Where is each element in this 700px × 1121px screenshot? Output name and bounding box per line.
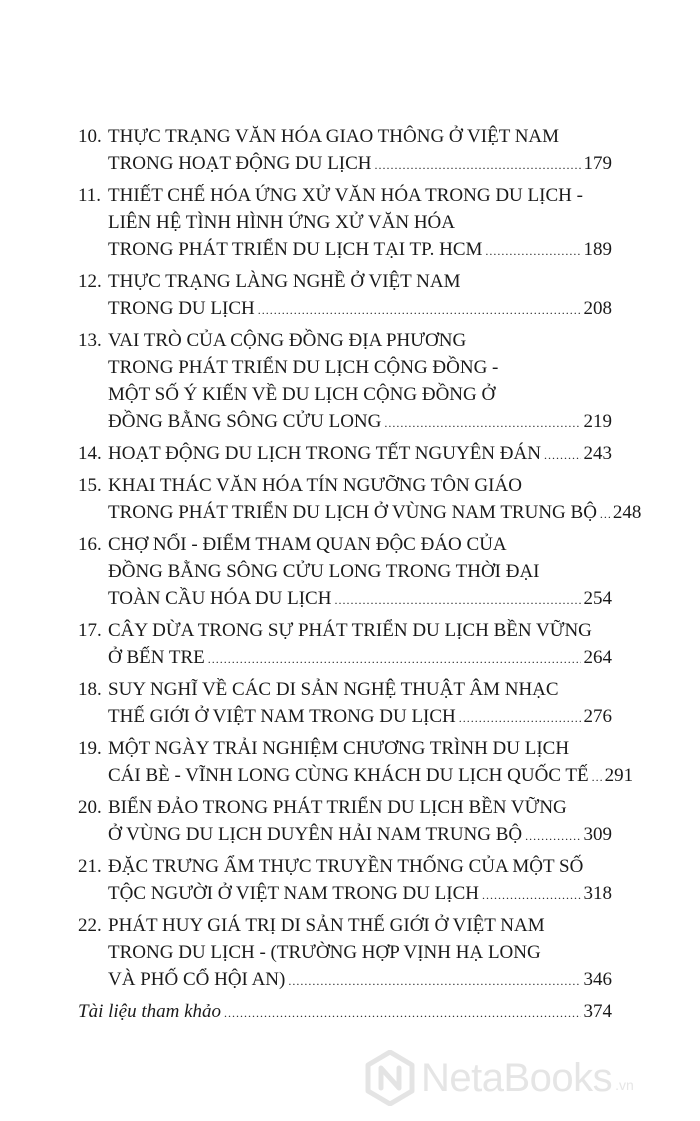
entry-title [108, 123, 612, 179]
entry-number: 18. [78, 679, 102, 700]
entry-title-line: TRONG PHÁT TRIỂN DU LỊCH Ở VÙNG NAM TRUNG BỘ [108, 502, 597, 523]
page-number: 318 [583, 883, 612, 904]
entry-title-line: SUY NGHĨ VỀ CÁC DI SẢN NGHỆ THUẬT ÂM NHẠC [108, 679, 559, 700]
dot-leader [525, 823, 580, 850]
entry-title-line: THIẾT CHẾ HÓA ỨNG XỬ VĂN HÓA TRONG DU LỊCH - [108, 185, 583, 206]
entry-last-line [108, 821, 612, 850]
entry-number: 20. [78, 797, 102, 818]
entry-number: 14. [78, 443, 102, 464]
entry-title [108, 268, 612, 324]
entry-title-line: TRONG PHÁT TRIỂN DU LỊCH TẠI TP. HCM [108, 239, 483, 260]
toc-entry [78, 794, 612, 850]
dot-leader [334, 587, 580, 614]
entry-title-line: TỘC NGƯỜI Ở VIỆT NAM TRONG DU LỊCH [108, 883, 479, 904]
page-number: 346 [583, 969, 612, 990]
entry-title-line: TRONG HOẠT ĐỘNG DU LỊCH [108, 153, 372, 174]
page-number: 219 [583, 411, 612, 432]
entry-title [108, 472, 642, 528]
watermark [365, 1038, 634, 1118]
page-number: 254 [583, 588, 612, 609]
entry-number: 17. [78, 620, 102, 641]
entry-title-line: HOẠT ĐỘNG DU LỊCH TRONG TẾT NGUYÊN ĐÁN [108, 443, 541, 464]
dot-leader [384, 410, 580, 437]
dot-leader [224, 1000, 580, 1027]
dot-leader [459, 705, 581, 732]
entry-last-line [108, 966, 612, 995]
entry-title-line: CÁI BÈ - VĨNH LONG CÙNG KHÁCH DU LỊCH QUỐC TẾ [108, 765, 589, 786]
page-number: 248 [612, 502, 642, 523]
entry-title [108, 912, 612, 995]
entry-title [108, 182, 612, 265]
netabooks-logo-icon [365, 1050, 415, 1106]
entry-number: 10. [78, 126, 102, 147]
page-number: 243 [583, 443, 612, 464]
toc-entry [78, 327, 612, 437]
dot-leader [288, 968, 580, 995]
entry-last-line [108, 880, 612, 909]
entry-title-line: MỘT SỐ Ý KIẾN VỀ DU LỊCH CỘNG ĐỒNG Ở [108, 384, 496, 405]
toc-entry [78, 268, 612, 324]
page-number: 264 [583, 647, 612, 668]
entry-title-line: THỰC TRẠNG LÀNG NGHỀ Ở VIỆT NAM [108, 271, 461, 292]
watermark-suffix: .vn [615, 1077, 634, 1093]
entry-last-line [108, 295, 612, 324]
toc-entry [78, 735, 634, 791]
entry-title-line: THỰC TRẠNG VĂN HÓA GIAO THÔNG Ở VIỆT NAM [108, 126, 560, 147]
entry-title-line: MỘT NGÀY TRẢI NGHIỆM CHƯƠNG TRÌNH DU LỊCH [108, 738, 570, 759]
entry-title-line: KHAI THÁC VĂN HÓA TÍN NGƯỠNG TÔN GIÁO [108, 475, 522, 496]
references-entry [78, 998, 612, 1027]
toc-entry [78, 123, 612, 179]
entry-last-line [108, 644, 612, 673]
entry-number: 15. [78, 475, 102, 496]
entry-last-line [108, 762, 634, 791]
watermark-brand: NetaBooks [421, 1055, 613, 1100]
entry-title [108, 617, 612, 673]
dot-leader [592, 764, 602, 791]
entry-last-line [108, 408, 612, 437]
dot-leader [544, 442, 581, 469]
entry-title-line: Ở BẾN TRE [108, 647, 205, 668]
entry-title [108, 531, 612, 614]
entry-title-line: VAI TRÒ CỦA CỘNG ĐỒNG ĐỊA PHƯƠNG [108, 330, 467, 351]
page-number: 189 [583, 239, 612, 260]
entry-title [108, 327, 612, 437]
entry-title-line: TRONG PHÁT TRIỂN DU LỊCH CỘNG ĐỒNG - [108, 357, 499, 378]
page-number: 291 [604, 765, 634, 786]
entry-title-line: TOÀN CẦU HÓA DU LỊCH [108, 588, 332, 609]
entry-last-line [108, 440, 612, 469]
entry-last-line [108, 499, 642, 528]
page-number: 208 [583, 298, 612, 319]
entry-title-line: LIÊN HỆ TÌNH HÌNH ỨNG XỬ VĂN HÓA [108, 212, 455, 233]
toc-entry [78, 617, 612, 673]
entry-title [108, 853, 612, 909]
entry-title-line: PHÁT HUY GIÁ TRỊ DI SẢN THẾ GIỚI Ở VIỆT NAM [108, 915, 545, 936]
entry-number: 19. [78, 738, 102, 759]
page-number: 179 [583, 153, 612, 174]
toc-entry [78, 440, 612, 469]
references-label: Tài liệu tham khảo [78, 1001, 222, 1022]
entry-title-line: ĐỒNG BẰNG SÔNG CỬU LONG [108, 411, 382, 432]
entry-title-line: VÀ PHỐ CỔ HỘI AN) [108, 969, 286, 990]
entry-last-line [108, 585, 612, 614]
entry-last-line [108, 703, 612, 732]
entry-title-line: TRONG DU LỊCH [108, 298, 255, 319]
page-number: 276 [583, 706, 612, 727]
entry-number: 13. [78, 330, 102, 351]
table-of-contents [78, 123, 642, 1027]
dot-leader [482, 882, 581, 909]
entry-title-line: ĐỒNG BẰNG SÔNG CỬU LONG TRONG THỜI ĐẠI [108, 561, 540, 582]
entry-title-line: CÂY DỪA TRONG SỰ PHÁT TRIỂN DU LỊCH BỀN VỮNG [108, 620, 592, 641]
dot-leader [258, 297, 581, 324]
toc-entry [78, 182, 612, 265]
entry-title [108, 735, 634, 791]
dot-leader [600, 501, 610, 528]
entry-number: 21. [78, 856, 102, 877]
dot-leader [375, 152, 581, 179]
entry-title [108, 676, 612, 732]
entry-number: 22. [78, 915, 102, 936]
dot-leader [485, 238, 580, 265]
toc-entry [78, 531, 612, 614]
entry-number: 16. [78, 534, 102, 555]
entry-title-line: BIỂN ĐẢO TRONG PHÁT TRIỂN DU LỊCH BỀN VỮNG [108, 797, 567, 818]
entry-title-line: THẾ GIỚI Ở VIỆT NAM TRONG DU LỊCH [108, 706, 456, 727]
entry-title-line: TRONG DU LỊCH - (TRƯỜNG HỢP VỊNH HẠ LONG [108, 942, 541, 963]
entry-number: 12. [78, 271, 102, 292]
entry-last-line [108, 150, 612, 179]
toc-entry [78, 676, 612, 732]
page-number: 374 [583, 1001, 612, 1022]
toc-entry [78, 853, 612, 909]
toc-entry [78, 472, 642, 528]
entry-title [108, 440, 612, 469]
dot-leader [208, 646, 581, 673]
entry-number: 11. [78, 185, 102, 206]
entry-title-line: Ở VÙNG DU LỊCH DUYÊN HẢI NAM TRUNG BỘ [108, 824, 523, 845]
entry-last-line [108, 236, 612, 265]
toc-entry [78, 912, 612, 995]
entry-title-line: ĐẶC TRƯNG ẨM THỰC TRUYỀN THỐNG CỦA MỘT SỐ [108, 856, 584, 877]
page-number: 309 [583, 824, 612, 845]
entry-title [108, 794, 612, 850]
entry-title-line: CHỢ NỔI - ĐIỂM THAM QUAN ĐỘC ĐÁO CỦA [108, 534, 507, 555]
